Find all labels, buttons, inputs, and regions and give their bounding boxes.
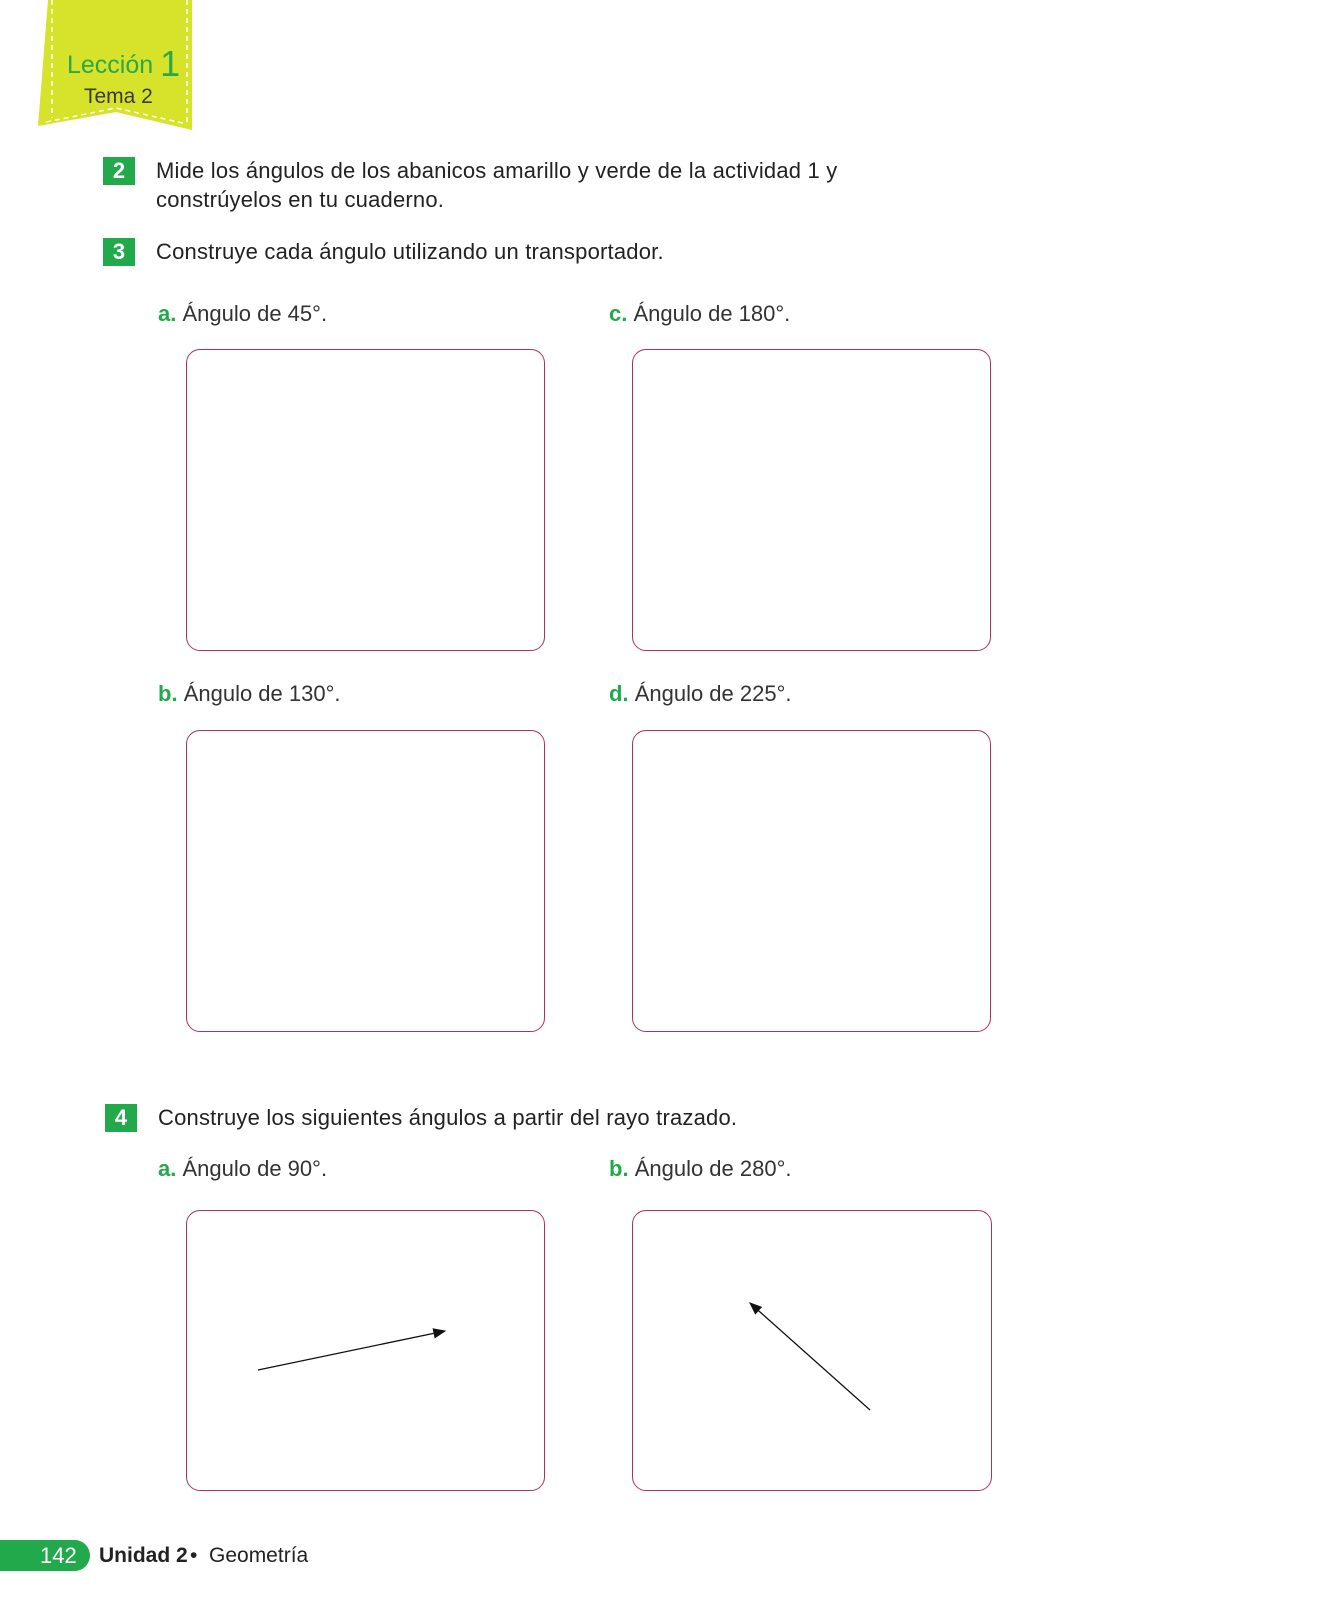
question-2-line-1: Mide los ángulos de los abanicos amarillo y verde de la actividad 1 y: [156, 158, 838, 183]
footer-separator: •: [190, 1544, 198, 1567]
q4-item-b-letter: b.: [609, 1156, 629, 1181]
lesson-topic: Tema 2: [84, 85, 153, 108]
q4-item-b-text: Ángulo de 280°.: [634, 1156, 792, 1181]
question-3-badge: 3: [103, 238, 135, 266]
question-4-badge: 4: [105, 1104, 137, 1132]
q3-item-c-text: Ángulo de 180°.: [633, 301, 791, 326]
q3-item-b-text: Ángulo de 130°.: [183, 681, 341, 706]
q4-item-a-label: [158, 1156, 327, 1182]
q3-item-d-text: Ángulo de 225°.: [634, 681, 792, 706]
question-3-text: Construye cada ángulo utilizando un transportador.: [156, 239, 664, 264]
q3-item-b-letter: b.: [158, 681, 178, 706]
q3-item-d-letter: d.: [609, 681, 629, 706]
question-2-line-2: constrúyelos en tu cuaderno.: [156, 187, 445, 212]
q4-item-b-label: [609, 1156, 792, 1182]
question-2-badge: 2: [103, 157, 135, 185]
answer-box-q3d[interactable]: [632, 730, 991, 1032]
footer-subject: Geometría: [209, 1544, 309, 1567]
q3-item-a-text: Ángulo de 45°.: [182, 301, 328, 326]
answer-box-q4a[interactable]: [186, 1210, 545, 1491]
q4-item-a-letter: a.: [158, 1156, 177, 1181]
lesson-number: 1: [160, 43, 181, 84]
q3-item-a-letter: a.: [158, 301, 177, 326]
question-4-text: Construye los siguientes ángulos a partir del rayo trazado.: [158, 1105, 738, 1130]
q4-item-a-text: Ángulo de 90°.: [182, 1156, 328, 1181]
answer-box-q4b[interactable]: [632, 1210, 992, 1491]
lesson-title: [67, 40, 180, 82]
q3-item-b-label: [158, 681, 341, 707]
q3-item-a-label: [158, 301, 327, 327]
q3-item-d-label: [609, 681, 792, 707]
answer-box-q3c[interactable]: [632, 349, 991, 651]
lesson-label: Lección: [67, 51, 154, 79]
page-number: 142: [40, 1543, 77, 1568]
footer-unit: Unidad 2: [99, 1544, 188, 1567]
answer-box-q3a[interactable]: [186, 349, 545, 651]
q3-item-c-label: [609, 301, 790, 327]
answer-box-q3b[interactable]: [186, 730, 545, 1032]
q3-item-c-letter: c.: [609, 301, 628, 326]
